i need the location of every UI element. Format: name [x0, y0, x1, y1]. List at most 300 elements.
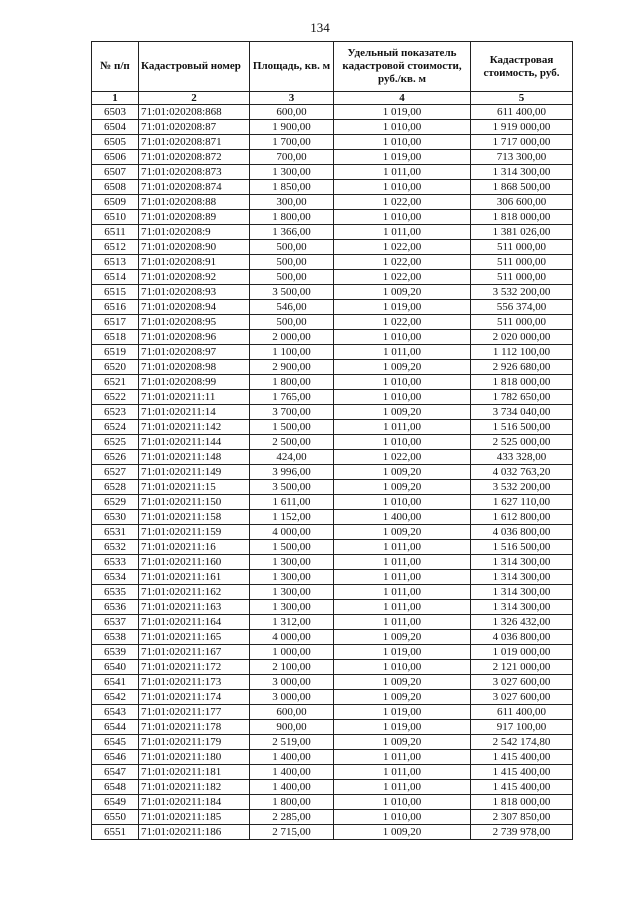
table-row	[92, 630, 573, 645]
specific-value-cell: 1 010,00	[334, 495, 471, 510]
cadastral-number-cell: 71:01:020211:162	[139, 585, 250, 600]
cadastral-number-cell: 71:01:020208:88	[139, 195, 250, 210]
cadastral-number-cell: 71:01:020211:186	[139, 825, 250, 840]
table-row	[92, 780, 573, 795]
specific-value-cell: 1 010,00	[334, 390, 471, 405]
cadastral-value-cell: 3 027 600,00	[471, 690, 573, 705]
cadastral-number-cell: 71:01:020211:142	[139, 420, 250, 435]
row-number-cell: 6546	[92, 750, 139, 765]
row-number-cell: 6517	[92, 315, 139, 330]
specific-value-cell: 1 010,00	[334, 330, 471, 345]
table-row	[92, 420, 573, 435]
cadastral-value-cell: 4 036 800,00	[471, 630, 573, 645]
table-row	[92, 495, 573, 510]
cadastral-number-cell: 71:01:020208:96	[139, 330, 250, 345]
area-cell: 600,00	[250, 105, 334, 120]
specific-value-cell: 1 011,00	[334, 165, 471, 180]
area-cell: 1 800,00	[250, 210, 334, 225]
table-row	[92, 540, 573, 555]
area-cell: 1 366,00	[250, 225, 334, 240]
cadastral-number-cell: 71:01:020211:149	[139, 465, 250, 480]
column-number: 1	[92, 92, 139, 105]
row-number-cell: 6510	[92, 210, 139, 225]
area-cell: 700,00	[250, 150, 334, 165]
cadastral-value-cell: 1 868 500,00	[471, 180, 573, 195]
cadastral-number-cell: 71:01:020208:95	[139, 315, 250, 330]
table-row	[92, 165, 573, 180]
table-row	[92, 180, 573, 195]
cadastral-value-cell: 611 400,00	[471, 105, 573, 120]
row-number-cell: 6538	[92, 630, 139, 645]
specific-value-cell: 1 009,20	[334, 360, 471, 375]
table-row	[92, 750, 573, 765]
cadastral-value-cell: 3 532 200,00	[471, 285, 573, 300]
specific-value-cell: 1 019,00	[334, 705, 471, 720]
area-cell: 2 285,00	[250, 810, 334, 825]
cadastral-value-cell: 2 307 850,00	[471, 810, 573, 825]
table-row	[92, 645, 573, 660]
specific-value-cell: 1 010,00	[334, 120, 471, 135]
specific-value-cell: 1 011,00	[334, 555, 471, 570]
area-cell: 3 000,00	[250, 675, 334, 690]
row-number-cell: 6505	[92, 135, 139, 150]
area-cell: 2 100,00	[250, 660, 334, 675]
specific-value-cell: 1 022,00	[334, 255, 471, 270]
row-number-cell: 6519	[92, 345, 139, 360]
area-cell: 1 500,00	[250, 420, 334, 435]
row-number-cell: 6549	[92, 795, 139, 810]
cadastral-value-cell: 1 381 026,00	[471, 225, 573, 240]
table-row	[92, 135, 573, 150]
cadastral-number-cell: 71:01:020211:185	[139, 810, 250, 825]
area-cell: 4 000,00	[250, 525, 334, 540]
specific-value-cell: 1 010,00	[334, 660, 471, 675]
cadastral-value-cell: 1 314 300,00	[471, 165, 573, 180]
area-cell: 1 800,00	[250, 375, 334, 390]
table-row	[92, 105, 573, 120]
table-row	[92, 315, 573, 330]
specific-value-cell: 1 009,20	[334, 465, 471, 480]
row-number-cell: 6524	[92, 420, 139, 435]
cadastral-value-cell: 4 032 763,20	[471, 465, 573, 480]
specific-value-cell: 1 010,00	[334, 135, 471, 150]
table-row	[92, 330, 573, 345]
area-cell: 300,00	[250, 195, 334, 210]
specific-value-cell: 1 009,20	[334, 630, 471, 645]
specific-value-cell: 1 011,00	[334, 750, 471, 765]
area-cell: 424,00	[250, 450, 334, 465]
area-cell: 2 500,00	[250, 435, 334, 450]
area-cell: 1 400,00	[250, 750, 334, 765]
cadastral-number-cell: 71:01:020208:94	[139, 300, 250, 315]
specific-value-cell: 1 009,20	[334, 825, 471, 840]
cadastral-value-cell: 3 027 600,00	[471, 675, 573, 690]
area-cell: 500,00	[250, 270, 334, 285]
table-row	[92, 390, 573, 405]
area-cell: 1 300,00	[250, 600, 334, 615]
cadastral-value-cell: 3 532 200,00	[471, 480, 573, 495]
page-number: 134	[310, 20, 330, 35]
area-cell: 1 152,00	[250, 510, 334, 525]
row-number-cell: 6511	[92, 225, 139, 240]
area-cell: 1 800,00	[250, 795, 334, 810]
table-row	[92, 825, 573, 840]
cadastral-number-cell: 71:01:020211:167	[139, 645, 250, 660]
cadastral-value-cell: 1 818 000,00	[471, 795, 573, 810]
row-number-cell: 6509	[92, 195, 139, 210]
area-cell: 1 300,00	[250, 570, 334, 585]
specific-value-cell: 1 019,00	[334, 150, 471, 165]
row-number-cell: 6521	[92, 375, 139, 390]
row-number-cell: 6530	[92, 510, 139, 525]
area-cell: 2 000,00	[250, 330, 334, 345]
table-row	[92, 240, 573, 255]
row-number-cell: 6508	[92, 180, 139, 195]
table-row	[92, 285, 573, 300]
cadastral-value-cell: 1 415 400,00	[471, 750, 573, 765]
cadastral-value-cell: 611 400,00	[471, 705, 573, 720]
area-cell: 3 500,00	[250, 480, 334, 495]
row-number-cell: 6520	[92, 360, 139, 375]
cadastral-number-cell: 71:01:020208:93	[139, 285, 250, 300]
area-cell: 1 611,00	[250, 495, 334, 510]
area-cell: 1 765,00	[250, 390, 334, 405]
area-cell: 1 312,00	[250, 615, 334, 630]
cadastral-number-cell: 71:01:020211:163	[139, 600, 250, 615]
row-number-cell: 6523	[92, 405, 139, 420]
area-cell: 1 700,00	[250, 135, 334, 150]
specific-value-cell: 1 010,00	[334, 375, 471, 390]
area-cell: 1 300,00	[250, 555, 334, 570]
cadastral-value-cell: 1 314 300,00	[471, 585, 573, 600]
area-cell: 1 100,00	[250, 345, 334, 360]
cadastral-number-cell: 71:01:020211:179	[139, 735, 250, 750]
row-number-cell: 6516	[92, 300, 139, 315]
specific-value-cell: 1 009,20	[334, 405, 471, 420]
cadastral-number-cell: 71:01:020208:89	[139, 210, 250, 225]
table-row	[92, 720, 573, 735]
area-cell: 1 900,00	[250, 120, 334, 135]
cadastral-value-cell: 1 717 000,00	[471, 135, 573, 150]
row-number-cell: 6522	[92, 390, 139, 405]
cadastral-value-cell: 3 734 040,00	[471, 405, 573, 420]
specific-value-cell: 1 010,00	[334, 210, 471, 225]
area-cell: 1 000,00	[250, 645, 334, 660]
area-cell: 1 400,00	[250, 780, 334, 795]
column-number: 4	[334, 92, 471, 105]
header-cadastral-value: Кадастровая стоимость, руб.	[471, 42, 573, 92]
cadastral-value-cell: 1 516 500,00	[471, 540, 573, 555]
specific-value-cell: 1 011,00	[334, 420, 471, 435]
table-row	[92, 600, 573, 615]
row-number-cell: 6507	[92, 165, 139, 180]
table-row	[92, 150, 573, 165]
area-cell: 3 500,00	[250, 285, 334, 300]
area-cell: 500,00	[250, 255, 334, 270]
row-number-cell: 6515	[92, 285, 139, 300]
area-cell: 2 519,00	[250, 735, 334, 750]
cadastral-value-cell: 1 314 300,00	[471, 600, 573, 615]
table-row	[92, 300, 573, 315]
column-number-row	[92, 92, 573, 105]
cadastral-number-cell: 71:01:020208:90	[139, 240, 250, 255]
column-number: 2	[139, 92, 250, 105]
area-cell: 1 400,00	[250, 765, 334, 780]
row-number-cell: 6506	[92, 150, 139, 165]
specific-value-cell: 1 011,00	[334, 765, 471, 780]
table-row	[92, 570, 573, 585]
specific-value-cell: 1 009,20	[334, 525, 471, 540]
cadastral-value-table	[91, 41, 573, 840]
row-number-cell: 6533	[92, 555, 139, 570]
cadastral-value-cell: 1 818 000,00	[471, 210, 573, 225]
specific-value-cell: 1 019,00	[334, 720, 471, 735]
specific-value-cell: 1 022,00	[334, 270, 471, 285]
row-number-cell: 6514	[92, 270, 139, 285]
table-body	[92, 105, 573, 840]
row-number-cell: 6528	[92, 480, 139, 495]
cadastral-number-cell: 71:01:020211:174	[139, 690, 250, 705]
cadastral-value-cell: 1 112 100,00	[471, 345, 573, 360]
specific-value-cell: 1 009,20	[334, 285, 471, 300]
specific-value-cell: 1 010,00	[334, 180, 471, 195]
header-row-number: № п/п	[92, 42, 139, 92]
area-cell: 1 300,00	[250, 165, 334, 180]
cadastral-number-cell: 71:01:020211:148	[139, 450, 250, 465]
row-number-cell: 6551	[92, 825, 139, 840]
cadastral-number-cell: 71:01:020211:180	[139, 750, 250, 765]
row-number-cell: 6526	[92, 450, 139, 465]
cadastral-value-cell: 2 542 174,80	[471, 735, 573, 750]
table-row	[92, 210, 573, 225]
cadastral-number-cell: 71:01:020208:872	[139, 150, 250, 165]
row-number-cell: 6503	[92, 105, 139, 120]
cadastral-number-cell: 71:01:020208:874	[139, 180, 250, 195]
table-row	[92, 615, 573, 630]
cadastral-value-cell: 1 415 400,00	[471, 780, 573, 795]
cadastral-number-cell: 71:01:020208:99	[139, 375, 250, 390]
area-cell: 900,00	[250, 720, 334, 735]
cadastral-value-cell: 511 000,00	[471, 240, 573, 255]
row-number-cell: 6504	[92, 120, 139, 135]
table-row	[92, 555, 573, 570]
cadastral-value-cell: 2 739 978,00	[471, 825, 573, 840]
specific-value-cell: 1 009,20	[334, 675, 471, 690]
specific-value-cell: 1 022,00	[334, 195, 471, 210]
cadastral-value-cell: 2 525 000,00	[471, 435, 573, 450]
cadastral-value-cell: 1 818 000,00	[471, 375, 573, 390]
area-cell: 3 996,00	[250, 465, 334, 480]
cadastral-number-cell: 71:01:020211:165	[139, 630, 250, 645]
cadastral-value-cell: 1 314 300,00	[471, 570, 573, 585]
table-row	[92, 690, 573, 705]
cadastral-value-cell: 1 415 400,00	[471, 765, 573, 780]
cadastral-value-cell: 1 919 000,00	[471, 120, 573, 135]
table-row	[92, 450, 573, 465]
cadastral-number-cell: 71:01:020211:150	[139, 495, 250, 510]
table-row	[92, 810, 573, 825]
row-number-cell: 6550	[92, 810, 139, 825]
row-number-cell: 6518	[92, 330, 139, 345]
area-cell: 500,00	[250, 315, 334, 330]
specific-value-cell: 1 011,00	[334, 225, 471, 240]
table-row	[92, 270, 573, 285]
row-number-cell: 6545	[92, 735, 139, 750]
table-row	[92, 120, 573, 135]
cadastral-value-cell: 1 516 500,00	[471, 420, 573, 435]
cadastral-number-cell: 71:01:020208:97	[139, 345, 250, 360]
cadastral-value-cell: 511 000,00	[471, 255, 573, 270]
table-row	[92, 405, 573, 420]
cadastral-value-cell: 2 020 000,00	[471, 330, 573, 345]
cadastral-number-cell: 71:01:020211:177	[139, 705, 250, 720]
cadastral-value-cell: 433 328,00	[471, 450, 573, 465]
row-number-cell: 6529	[92, 495, 139, 510]
cadastral-value-cell: 713 300,00	[471, 150, 573, 165]
table-row	[92, 435, 573, 450]
row-number-cell: 6541	[92, 675, 139, 690]
cadastral-number-cell: 71:01:020211:161	[139, 570, 250, 585]
row-number-cell: 6540	[92, 660, 139, 675]
cadastral-number-cell: 71:01:020211:178	[139, 720, 250, 735]
cadastral-number-cell: 71:01:020208:873	[139, 165, 250, 180]
cadastral-number-cell: 71:01:020211:158	[139, 510, 250, 525]
cadastral-value-cell: 2 926 680,00	[471, 360, 573, 375]
row-number-cell: 6543	[92, 705, 139, 720]
cadastral-number-cell: 71:01:020211:173	[139, 675, 250, 690]
cadastral-number-cell: 71:01:020208:87	[139, 120, 250, 135]
table-row	[92, 195, 573, 210]
column-number: 3	[250, 92, 334, 105]
specific-value-cell: 1 011,00	[334, 345, 471, 360]
cadastral-number-cell: 71:01:020211:160	[139, 555, 250, 570]
specific-value-cell: 1 011,00	[334, 615, 471, 630]
area-cell: 2 715,00	[250, 825, 334, 840]
cadastral-value-cell: 306 600,00	[471, 195, 573, 210]
area-cell: 4 000,00	[250, 630, 334, 645]
specific-value-cell: 1 011,00	[334, 540, 471, 555]
table-row	[92, 510, 573, 525]
cadastral-number-cell: 71:01:020211:159	[139, 525, 250, 540]
cadastral-number-cell: 71:01:020208:868	[139, 105, 250, 120]
table-row	[92, 255, 573, 270]
header-area: Площадь, кв. м	[250, 42, 334, 92]
cadastral-value-cell: 4 036 800,00	[471, 525, 573, 540]
specific-value-cell: 1 010,00	[334, 435, 471, 450]
cadastral-number-cell: 71:01:020211:181	[139, 765, 250, 780]
table-row	[92, 375, 573, 390]
row-number-cell: 6535	[92, 585, 139, 600]
cadastral-number-cell: 71:01:020208:98	[139, 360, 250, 375]
cadastral-value-cell: 2 121 000,00	[471, 660, 573, 675]
cadastral-number-cell: 71:01:020211:182	[139, 780, 250, 795]
cadastral-number-cell: 71:01:020211:15	[139, 480, 250, 495]
table-row	[92, 705, 573, 720]
cadastral-number-cell: 71:01:020208:92	[139, 270, 250, 285]
area-cell: 3 000,00	[250, 690, 334, 705]
specific-value-cell: 1 022,00	[334, 450, 471, 465]
cadastral-value-cell: 1 612 800,00	[471, 510, 573, 525]
cadastral-number-cell: 71:01:020211:11	[139, 390, 250, 405]
specific-value-cell: 1 019,00	[334, 105, 471, 120]
table-row	[92, 525, 573, 540]
area-cell: 1 500,00	[250, 540, 334, 555]
area-cell: 1 850,00	[250, 180, 334, 195]
cadastral-number-cell: 71:01:020208:9	[139, 225, 250, 240]
cadastral-number-cell: 71:01:020211:164	[139, 615, 250, 630]
row-number-cell: 6544	[92, 720, 139, 735]
specific-value-cell: 1 019,00	[334, 300, 471, 315]
row-number-cell: 6513	[92, 255, 139, 270]
row-number-cell: 6539	[92, 645, 139, 660]
cadastral-value-cell: 1 326 432,00	[471, 615, 573, 630]
cadastral-value-cell: 1 019 000,00	[471, 645, 573, 660]
row-number-cell: 6548	[92, 780, 139, 795]
header-cadastral-number: Кадастровый номер	[139, 42, 250, 92]
area-cell: 2 900,00	[250, 360, 334, 375]
table-row	[92, 795, 573, 810]
cadastral-value-cell: 1 314 300,00	[471, 555, 573, 570]
specific-value-cell: 1 022,00	[334, 315, 471, 330]
row-number-cell: 6536	[92, 600, 139, 615]
specific-value-cell: 1 011,00	[334, 600, 471, 615]
area-cell: 600,00	[250, 705, 334, 720]
column-number: 5	[471, 92, 573, 105]
table-row	[92, 735, 573, 750]
cadastral-value-cell: 511 000,00	[471, 270, 573, 285]
specific-value-cell: 1 022,00	[334, 240, 471, 255]
specific-value-cell: 1 009,20	[334, 480, 471, 495]
table-row	[92, 480, 573, 495]
area-cell: 500,00	[250, 240, 334, 255]
row-number-cell: 6547	[92, 765, 139, 780]
cadastral-value-cell: 917 100,00	[471, 720, 573, 735]
header-row	[92, 42, 573, 92]
cadastral-value-cell: 511 000,00	[471, 315, 573, 330]
cadastral-number-cell: 71:01:020211:172	[139, 660, 250, 675]
header-specific-value: Удельный показатель кадастровой стоимости, руб./кв. м	[334, 42, 471, 92]
table-row	[92, 765, 573, 780]
table-row	[92, 345, 573, 360]
area-cell: 3 700,00	[250, 405, 334, 420]
specific-value-cell: 1 009,20	[334, 735, 471, 750]
row-number-cell: 6532	[92, 540, 139, 555]
table-row	[92, 675, 573, 690]
cadastral-value-cell: 556 374,00	[471, 300, 573, 315]
row-number-cell: 6542	[92, 690, 139, 705]
specific-value-cell: 1 011,00	[334, 780, 471, 795]
area-cell: 546,00	[250, 300, 334, 315]
table-row	[92, 465, 573, 480]
table-row	[92, 585, 573, 600]
specific-value-cell: 1 010,00	[334, 795, 471, 810]
cadastral-number-cell: 71:01:020208:91	[139, 255, 250, 270]
specific-value-cell: 1 010,00	[334, 810, 471, 825]
table-row	[92, 360, 573, 375]
row-number-cell: 6512	[92, 240, 139, 255]
cadastral-number-cell: 71:01:020211:14	[139, 405, 250, 420]
cadastral-value-cell: 1 627 110,00	[471, 495, 573, 510]
table-row	[92, 225, 573, 240]
cadastral-value-cell: 1 782 650,00	[471, 390, 573, 405]
cadastral-number-cell: 71:01:020211:184	[139, 795, 250, 810]
row-number-cell: 6534	[92, 570, 139, 585]
cadastral-number-cell: 71:01:020208:871	[139, 135, 250, 150]
row-number-cell: 6531	[92, 525, 139, 540]
specific-value-cell: 1 400,00	[334, 510, 471, 525]
table-row	[92, 660, 573, 675]
specific-value-cell: 1 009,20	[334, 690, 471, 705]
